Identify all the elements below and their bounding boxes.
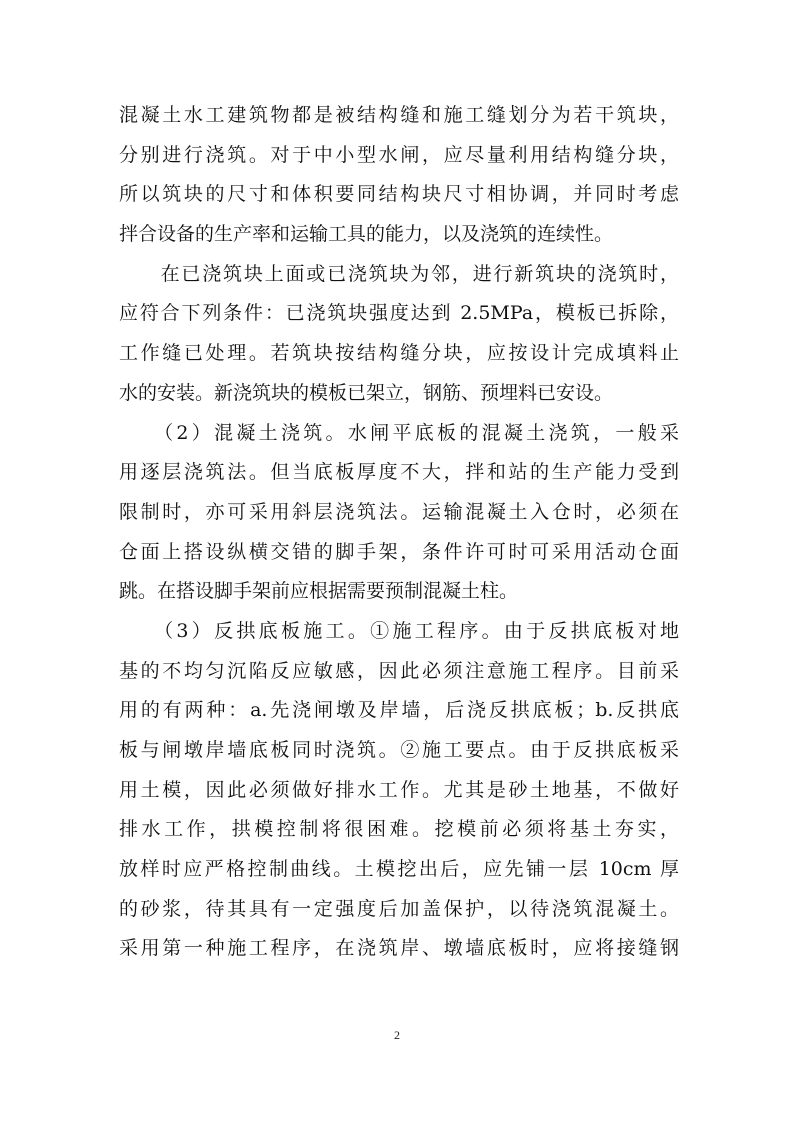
text-line: 基的不均匀沉陷反应敏感，因此必须注意施工程序。目前采 xyxy=(119,659,679,682)
text-line: （3）反拱底板施工。①施工程序。由于反拱底板对地 xyxy=(119,619,679,642)
text-line: （2）混凝土浇筑。水闸平底板的混凝土浇筑，一般采 xyxy=(119,421,679,444)
text-line: 水的安装。新浇筑块的模板已架立，钢筋、预埋料已安设。 xyxy=(119,381,614,404)
text-line: 限制时，亦可采用斜层浇筑法。运输混凝土入仓时，必须在 xyxy=(119,500,679,523)
text-line: 在已浇筑块上面或已浇筑块为邻，进行新筑块的浇筑时， xyxy=(119,262,679,285)
text-line: 工作缝已处理。若筑块按结构缝分块，应按设计完成填料止 xyxy=(119,342,679,365)
text-line: 的砂浆，待其具有一定强度后加盖保护，以待浇筑混凝土。 xyxy=(119,897,679,920)
text-line: 放样时应严格控制曲线。土模挖出后，应先铺一层 10cm 厚 xyxy=(119,858,679,881)
text-line: 应符合下列条件：已浇筑块强度达到 2.5MPa，模板已拆除， xyxy=(119,302,679,325)
text-line: 所以筑块的尺寸和体积要同结构块尺寸相协调，并同时考虑 xyxy=(119,183,679,206)
text-line: 用土模，因此必须做好排水工作。尤其是砂土地基，不做好 xyxy=(119,778,679,801)
text-line: 跳。在搭设脚手架前应根据需要预制混凝土柱。 xyxy=(119,580,519,603)
text-line: 用逐层浇筑法。但当底板厚度不大，拌和站的生产能力受到 xyxy=(119,461,679,484)
text-line: 用的有两种：a.先浇闸墩及岸墙，后浇反拱底板；b.反拱底 xyxy=(119,699,679,722)
text-line: 排水工作，拱模控制将很困难。挖模前必须将基土夯实， xyxy=(119,818,679,841)
body-text xyxy=(119,96,679,969)
page-number: 2 xyxy=(394,1028,400,1042)
text-line: 采用第一种施工程序，在浇筑岸、墩墙底板时，应将接缝钢 xyxy=(119,937,679,960)
text-line: 仓面上搭设纵横交错的脚手架，条件许可时可采用活动仓面 xyxy=(119,540,679,563)
text-line: 板与闸墩岸墙底板同时浇筑。②施工要点。由于反拱底板采 xyxy=(119,739,679,761)
text-line: 混凝土水工建筑物都是被结构缝和施工缝划分为若干筑块， xyxy=(119,104,679,126)
text-line: 分别进行浇筑。对于中小型水闸，应尽量利用结构缝分块， xyxy=(119,143,679,166)
text-line: 拌合设备的生产率和运输工具的能力，以及浇筑的连续性。 xyxy=(119,223,614,246)
